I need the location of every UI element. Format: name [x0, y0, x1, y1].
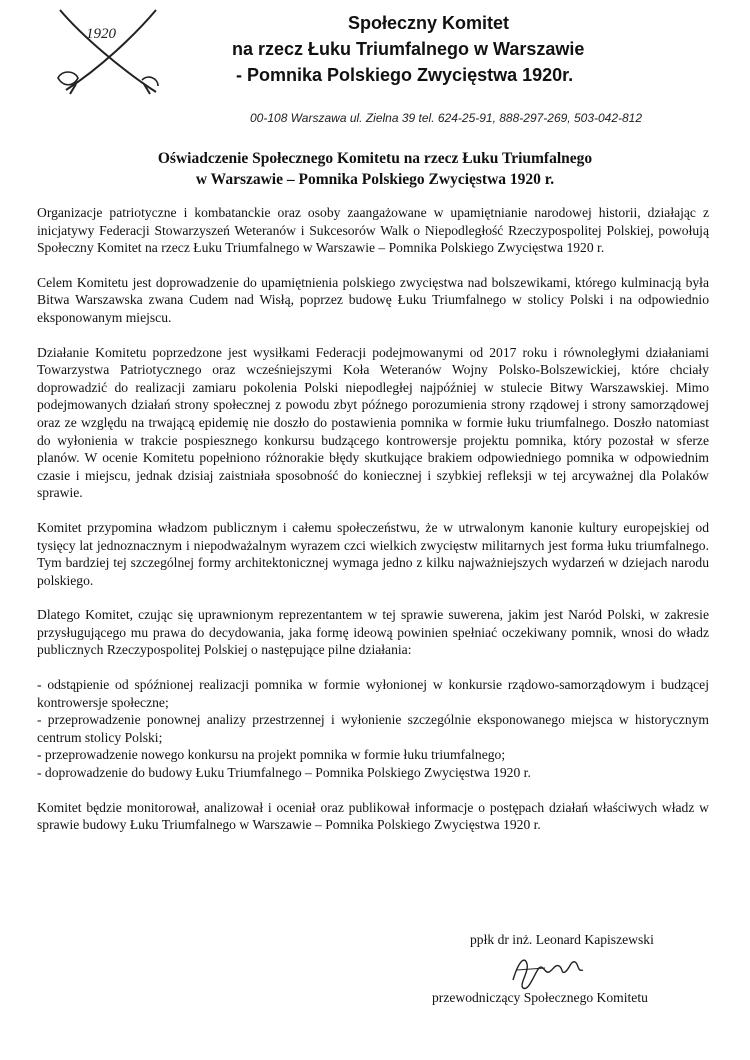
paragraph: Organizacje patriotyczne i kombatanckie oraz osoby zaangażowane w upamiętnianie narodowej historii, działając z inicjatywy Federacji Stowarzyszeń Weteranów i Sukcesorów Walk o Niepodległość Rzeczypospolitej Polskiej, powołują Społeczny Komitet na rzecz Łuku Triumfalnego w Warszawie – Pomnika Polskiego Zwycięstwa 1920 r. [37, 205, 709, 256]
paragraph: Działanie Komitetu poprzedzone jest wysiłkami Federacji podejmowanymi od 2017 roku i równoległymi działaniami Towarzystwa Patriotycznego oraz wcześniejszymi Koła Weteranów Wojny Polsko-Bolszewickiej, które chciały doprowadzić do realizacji zamiaru pokolenia Polski niepodległej najpóźniej w stulecie Bitwy Warszawskiej. Mimo podejmowanych działań strony społecznej z powodu zbyt późnego porozumienia strony rządowej i strony samorządowej oraz ze względu na trwającą epidemię nie doszło do postawienia pomnika w formie łuku triumfalnego. Doszło natomiast do wyłonienia w trakcie pospiesznego konkursu budzącego kontrowersje projektu pomnika, który pozostał w sferze planów. W ocenie Komitetu popełniono różnorakie błędy skutkujące brakiem odpowiedniego pomnika w odpowiednim czasie i miejscu, jednak dzisiaj zaistniała sposobność do koniecznej i szybkiej refleksji w tej arcyważnej dla Polaków sprawie. [37, 344, 709, 501]
title-line-2: w Warszawie – Pomnika Polskiego Zwycięstwa 1920 r. [195, 171, 555, 188]
document-body [37, 204, 709, 851]
org-name-line-3: - Pomnika Polskiego Zwycięstwa 1920r. [236, 65, 574, 85]
crossed-sabres-icon [52, 8, 164, 98]
demands-list [37, 676, 709, 782]
paragraph: Dlatego Komitet, czując się uprawnionym reprezentantem w tej sprawie suwerena, jakim jest Naród Polski, w zakresie przysługującego mu prawa do decydowania, jaka formę ideową powinien spełniać oczekiwany pomnik, wnosi do władz publicznych Rzeczypospolitej Polskiej o następujące pilne działania: [37, 607, 709, 658]
document-title [60, 148, 690, 190]
list-item: - przeprowadzenie nowego konkursu na projekt pomnika w formie łuku triumfalnego; [37, 747, 506, 763]
handwritten-signature-icon [505, 950, 595, 994]
contact-address: 00-108 Warszawa ul. Zielna 39 tel. 624-25-91, 888-297-269, 503-042-812 [250, 111, 643, 125]
list-item: - odstąpienie od spóźnionej realizacji pomnika w formie wyłonionej w konkursie rządowo-samorządowym i budzącej kontrowersje społeczne; [37, 677, 709, 710]
signatory-role: przewodniczący Społecznego Komitetu [432, 990, 648, 1005]
org-name-line-1: Społeczny Komitet [348, 13, 510, 33]
logo-year: 1920 [86, 26, 116, 42]
title-line-1: Oświadczenie Społecznego Komitetu na rzecz Łuku Triumfalnego [157, 150, 593, 167]
organization-name [170, 10, 730, 88]
list-item: - doprowadzenie do budowy Łuku Triumfalnego – Pomnika Polskiego Zwycięstwa 1920 r. [37, 765, 531, 781]
org-name-line-2: na rzecz Łuku Triumfalnego w Warszawie [232, 39, 585, 59]
closing-paragraph: Komitet będzie monitorował, analizował i oceniał oraz publikował informacje o postępach działań właściwych władz w sprawie budowy Łuku Triumfalnego w Warszawie – Pomnika Polskiego Zwycięstwa 1920 r. [37, 799, 709, 833]
list-item: - przeprowadzenie ponownej analizy przestrzennej i wyłonienie szczególnie eksponowanego miejsca w historycznym centrum stolicy Polski; [37, 712, 709, 745]
signatory-name: ppłk dr inż. Leonard Kapiszewski [470, 932, 654, 947]
paragraph: Komitet przypomina władzom publicznym i całemu społeczeństwu, że w utrwalonym kanonie kultury europejskiej od tysięcy lat jednoznacznym i niepodważalnym wyrazem czci wielkich zwycięstw militarnych jest forma łuku triumfalnego. Tym bardziej tej szczególnej formy architektonicznej wymaga jedno z kilku najważniejszych wydarzeń w dziejach narodu polskiego. [37, 519, 709, 588]
paragraph: Celem Komitetu jest doprowadzenie do upamiętnienia polskiego zwycięstwa nad bolszewikami, którego kulminacją była Bitwa Warszawska zwana Cudem nad Wisłą, poprzez budowę Łuku Triumfalnego w stolicy Polski i na odpowiednio eksponowanym miejscu. [37, 274, 709, 325]
